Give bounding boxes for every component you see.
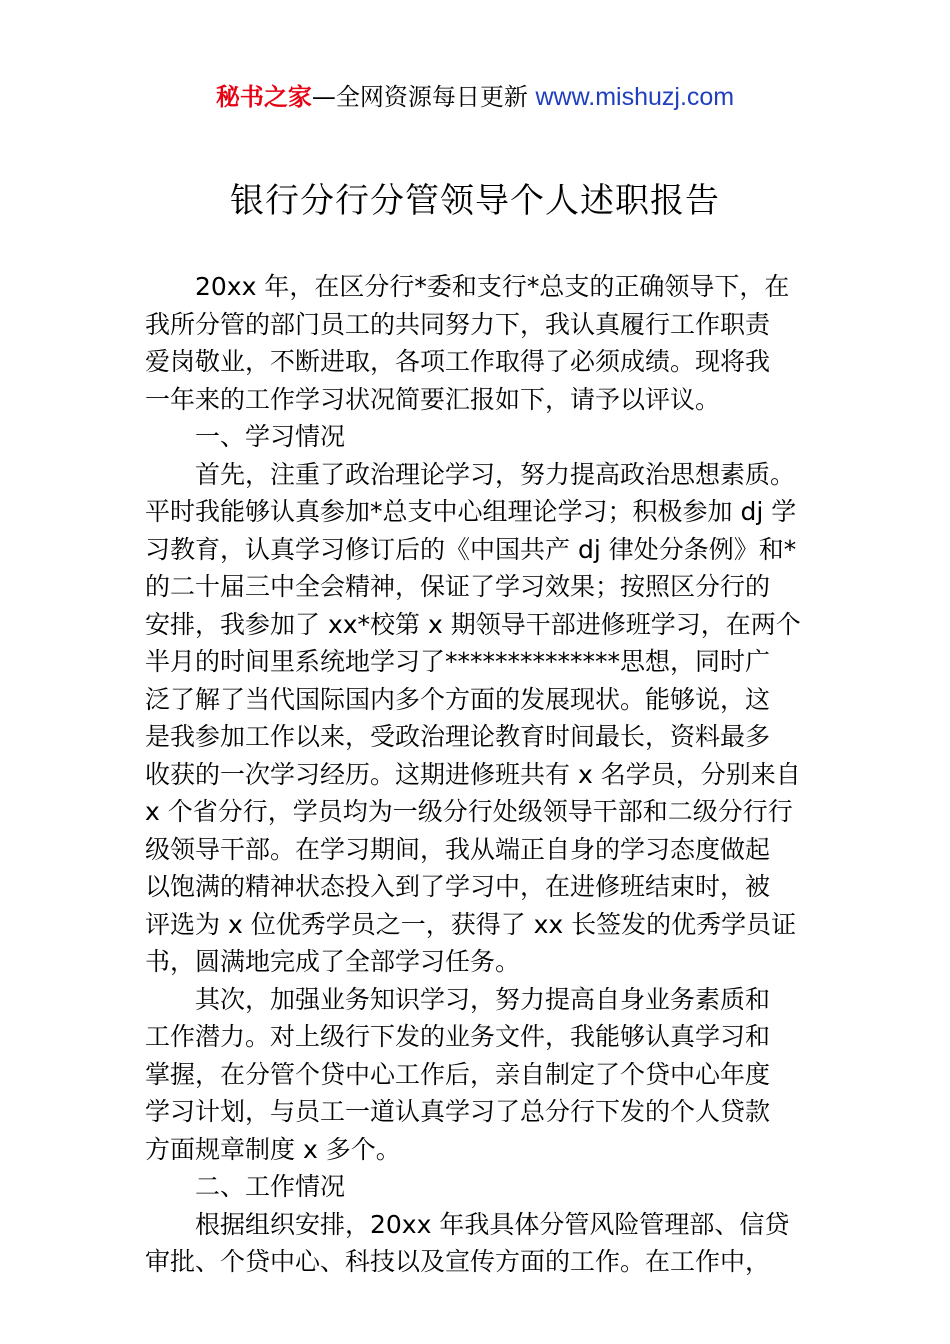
document-body [145,268,805,1281]
text-line: x 个省分行，学员均为一级分行处级领导干部和二级分行行 [145,797,793,826]
text-line: 收获的一次学习经历。这期进修班共有 x 名学员，分别来自 [145,759,801,789]
text-line: 掌握，在分管个贷中心工作后，亲自制定了个贷中心年度 [145,1059,771,1089]
site-url-link[interactable]: www.mishuzj.com [535,83,735,111]
text-line: 其次，加强业务知识学习，努力提高自身业务素质和 [195,984,771,1014]
text-line: 一年来的工作学习状况简要汇报如下，请予以评议。 [145,384,721,414]
text-line: 的二十届三中全会精神，保证了学习效果；按照区分行的 [145,572,771,601]
text-line: 工作潜力。对上级行下发的业务文件，我能够认真学习和 [145,1022,771,1051]
text-line: 方面规章制度 x 多个。 [145,1134,401,1164]
section-heading: 二、工作情况 [195,1172,346,1201]
text-line: 习教育，认真学习修订后的《中国共产 dj 律处分条例》和* [145,534,797,564]
section-heading: 一、学习情况 [195,422,346,451]
document-title: 银行分行分管领导个人述职报告 [230,181,720,221]
text-line: 级领导干部。在学习期间，我从端正自身的学习态度做起 [145,834,771,864]
text-line: 半月的时间里系统地学习了**************思想，同时广 [145,647,771,676]
site-tagline: —全网资源每日更新 [311,83,528,111]
site-brand: 秘书之家 [215,83,312,111]
text-line: 学习计划，与员工一道认真学习了总分行下发的个人贷款 [145,1097,771,1126]
text-line: 我所分管的部门员工的共同努力下，我认真履行工作职责 [145,309,771,339]
text-line: 评选为 x 位优秀学员之一，获得了 xx 长签发的优秀学员证 [145,909,797,939]
text-line: 根据组织安排，20xx 年我具体分管风险管理部、信贷 [195,1209,790,1239]
text-line: 20xx 年，在区分行*委和支行*总支的正确领导下，在 [195,272,790,301]
site-header [0,80,950,114]
text-line: 是我参加工作以来，受政治理论教育时间最长，资料最多 [145,722,771,751]
text-line: 爱岗敬业，不断进取，各项工作取得了必须成绩。现将我 [145,347,771,376]
text-line: 泛了解了当代国际国内多个方面的发展现状。能够说，这 [145,684,771,714]
text-line: 以饱满的精神状态投入到了学习中，在进修班结束时，被 [145,872,771,901]
text-line: 书，圆满地完成了全部学习任务。 [145,947,521,976]
text-line: 首先，注重了政治理论学习，努力提高政治思想素质。 [195,459,796,489]
text-line: 安排，我参加了 xx*校第 x 期领导干部进修班学习，在两个 [145,609,801,639]
text-line: 平时我能够认真参加*总支中心组理论学习；积极参加 dj 学 [145,497,797,526]
text-line: 审批、个贷中心、科技以及宣传方面的工作。在工作中， [145,1247,771,1276]
